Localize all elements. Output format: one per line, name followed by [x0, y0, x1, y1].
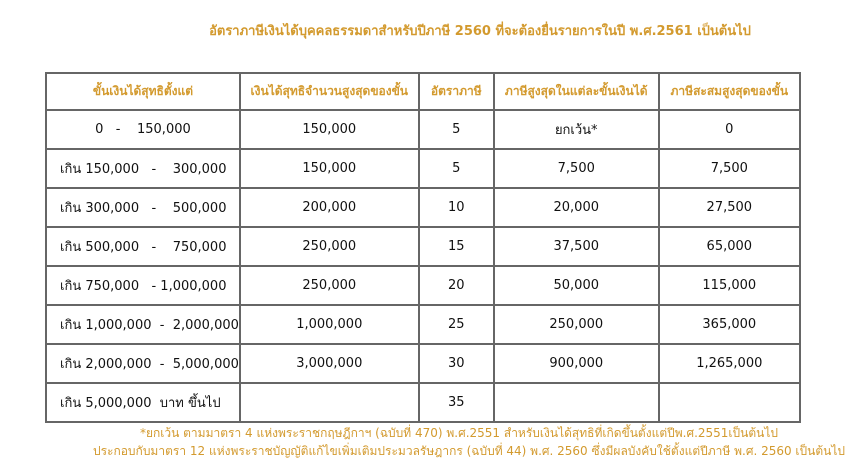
cell-max-income: 200,000 [240, 188, 419, 227]
tax-rate-table [45, 72, 801, 423]
page-title: อัตราภาษีเงินได้บุคคลธรรมดาสำหรับปีภาษี 2560 ที่จะต้องยื่นรายการในปี พ.ศ.2561 เป็นต้นไป [209, 24, 751, 39]
column-header-cumulative-tax: ภาษีสะสมสูงสุดของขั้น [659, 73, 800, 110]
footnote-exemption: *ยกเว้น ตามมาตรา 4 แห่งพระราชกฤษฎีกาฯ (ฉบับที่ 470) พ.ศ.2551 สำหรับเงินได้สุทธิที่เกิดขึ้นตั้งแต่ปีพ.ศ.2551เป็นต้นไป [139, 426, 778, 440]
cell-cumulative-tax: 65,000 [659, 227, 800, 266]
table-row [46, 344, 800, 383]
table-body [46, 110, 800, 422]
cell-cumulative-tax: 7,500 [659, 149, 800, 188]
table-row [46, 227, 800, 266]
cell-bracket: เกิน 300,000 - 500,000 [46, 188, 240, 227]
cell-cumulative-tax: 1,265,000 [659, 344, 800, 383]
cell-max-income: 250,000 [240, 266, 419, 305]
column-header-max-tax: ภาษีสูงสุดในแต่ละขั้นเงินได้ [494, 73, 659, 110]
cell-rate: 5 [419, 110, 494, 149]
cell-bracket: เกิน 5,000,000 บาท ขึ้นไป [46, 383, 240, 422]
cell-rate: 10 [419, 188, 494, 227]
cell-rate: 30 [419, 344, 494, 383]
cell-max-tax: ยกเว้น* [494, 110, 659, 149]
cell-max-income: 1,000,000 [240, 305, 419, 344]
cell-max-tax: 20,000 [494, 188, 659, 227]
cell-cumulative-tax: 115,000 [659, 266, 800, 305]
footnote-legal-reference: ประกอบกับมาตรา 12 แห่งพระราชบัญญัติแก้ไขเพิ่มเติมประมวลรัษฎากร (ฉบับที่ 44) พ.ศ. 2560 ซึ่งมีผลบังคับใช้ตั้งแต่ปีภาษี พ.ศ. 2560 เป็นต้นไป [92, 444, 845, 458]
cell-max-tax: 900,000 [494, 344, 659, 383]
cell-bracket: เกิน 500,000 - 750,000 [46, 227, 240, 266]
cell-rate: 25 [419, 305, 494, 344]
table-row [46, 305, 800, 344]
cell-max-income: 3,000,000 [240, 344, 419, 383]
table-row [46, 266, 800, 305]
table-row [46, 149, 800, 188]
cell-rate: 5 [419, 149, 494, 188]
cell-cumulative-tax: 27,500 [659, 188, 800, 227]
cell-max-income: 150,000 [240, 110, 419, 149]
cell-bracket: เกิน 750,000 - 1,000,000 [46, 266, 240, 305]
cell-max-income [240, 383, 419, 422]
cell-bracket: 0 - 150,000 [46, 110, 240, 149]
cell-max-tax: 37,500 [494, 227, 659, 266]
cell-max-tax [494, 383, 659, 422]
cell-bracket: เกิน 1,000,000 - 2,000,000 [46, 305, 240, 344]
cell-rate: 35 [419, 383, 494, 422]
cell-cumulative-tax [659, 383, 800, 422]
cell-max-income: 150,000 [240, 149, 419, 188]
column-header-bracket: ขั้นเงินได้สุทธิตั้งแต่ [46, 73, 240, 110]
cell-cumulative-tax: 365,000 [659, 305, 800, 344]
cell-max-income: 250,000 [240, 227, 419, 266]
cell-bracket: เกิน 2,000,000 - 5,000,000 [46, 344, 240, 383]
cell-rate: 15 [419, 227, 494, 266]
cell-max-tax: 7,500 [494, 149, 659, 188]
cell-rate: 20 [419, 266, 494, 305]
table-row [46, 110, 800, 149]
table-header-row [46, 73, 800, 110]
column-header-max-income: เงินได้สุทธิจำนวนสูงสุดของขั้น [240, 73, 419, 110]
cell-bracket: เกิน 150,000 - 300,000 [46, 149, 240, 188]
cell-cumulative-tax: 0 [659, 110, 800, 149]
cell-max-tax: 250,000 [494, 305, 659, 344]
table-row [46, 383, 800, 422]
cell-max-tax: 50,000 [494, 266, 659, 305]
column-header-rate: อัตราภาษี [419, 73, 494, 110]
table-row [46, 188, 800, 227]
